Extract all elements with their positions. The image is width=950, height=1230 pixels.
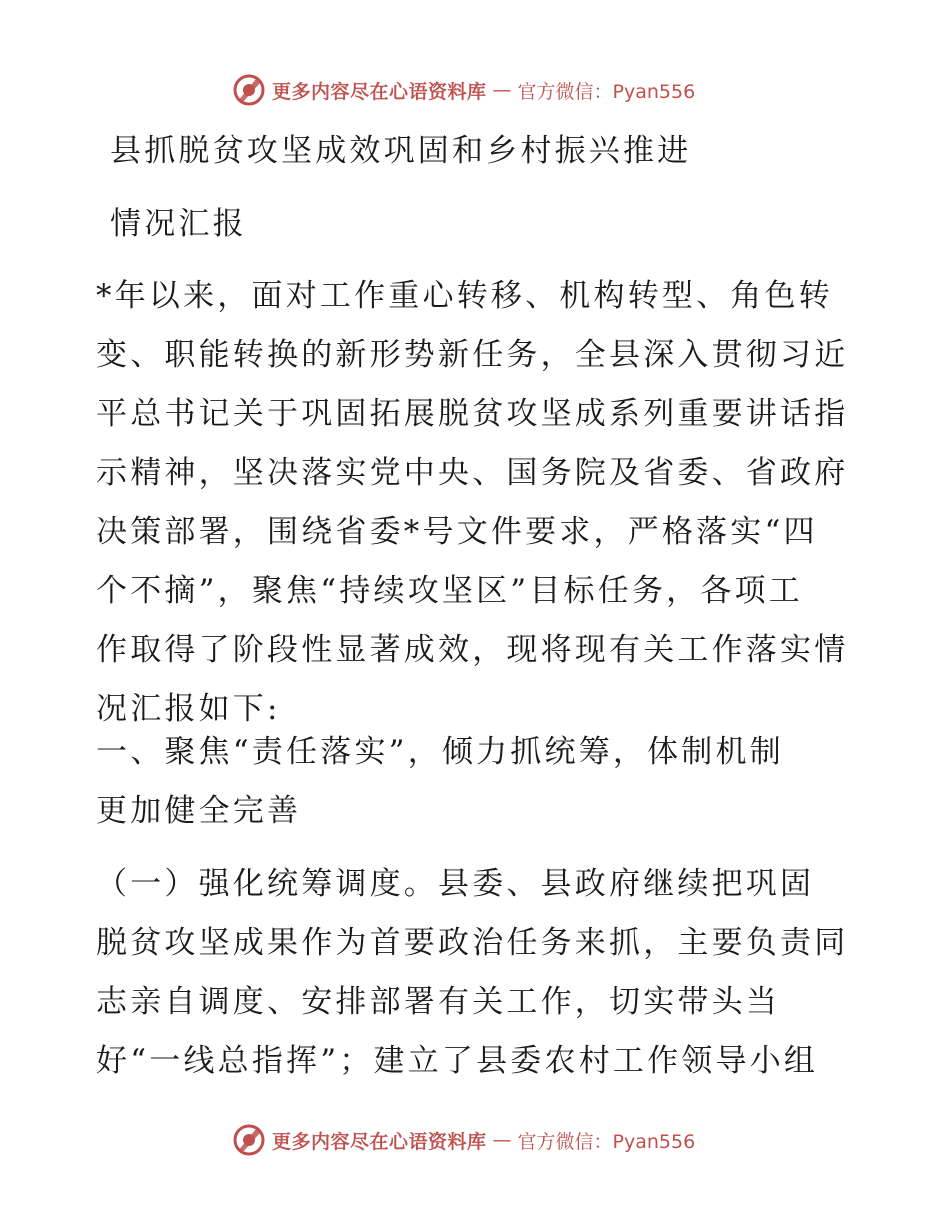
banner-text: 更多内容尽在心语资料库 (272, 1130, 487, 1153)
text-line: 作取得了阶段性显著成效，现将现有关工作落实情 (96, 632, 849, 668)
banner-dash: — (492, 1129, 512, 1151)
text-line: 好“一线总指挥”；建立了县委农村工作领导小组 (96, 1043, 819, 1079)
doc-title: 县抓脱贫攻坚成效巩固和乡村振兴推进 (110, 133, 692, 169)
section-heading-1 (96, 723, 856, 841)
banner-text: 更多内容尽在心语资料库 (272, 80, 487, 103)
logo-icon (232, 1123, 266, 1157)
banner-wechat: 官方微信：Pyan556 (517, 80, 696, 103)
text-line: 平总书记关于巩固拓展脱贫攻坚成系列重要讲话指 (96, 396, 849, 432)
banner-dash: — (492, 79, 512, 101)
header-watermark (232, 72, 695, 108)
text-line: 脱贫攻坚成果作为首要政治任务来抓，主要负责同 (96, 925, 849, 961)
text-line: 一、聚焦“责任落实”，倾力抓统筹，体制机制 (96, 734, 784, 770)
logo-icon (232, 73, 266, 107)
text-line: 个不摘”，聚焦“持续攻坚区”目标任务，各项工 (96, 573, 803, 609)
footer-watermark (232, 1122, 695, 1158)
text-line: 况汇报如下: (96, 691, 281, 727)
paragraph-intro (96, 267, 856, 739)
banner-wechat: 官方微信：Pyan556 (517, 1130, 696, 1153)
text-line: （一）强化统筹调度。县委、县政府继续把巩固 (96, 866, 815, 902)
text-line: 志亲自调度、安排部署有关工作，切实带头当 (96, 984, 780, 1020)
text-line: 更加健全完善 (96, 793, 302, 829)
text-line: *年以来，面对工作重心转移、机构转型、角色转 (96, 278, 833, 314)
paragraph-1-1 (96, 855, 856, 1091)
text-line: 决策部署，围绕省委*号文件要求，严格落实“四 (96, 514, 818, 550)
doc-subtitle: 情况汇报 (110, 206, 247, 242)
text-line: 变、职能转换的新形势新任务，全县深入贯彻习近 (96, 337, 849, 373)
text-line: 示精神，坚决落实党中央、国务院及省委、省政府 (96, 455, 849, 491)
